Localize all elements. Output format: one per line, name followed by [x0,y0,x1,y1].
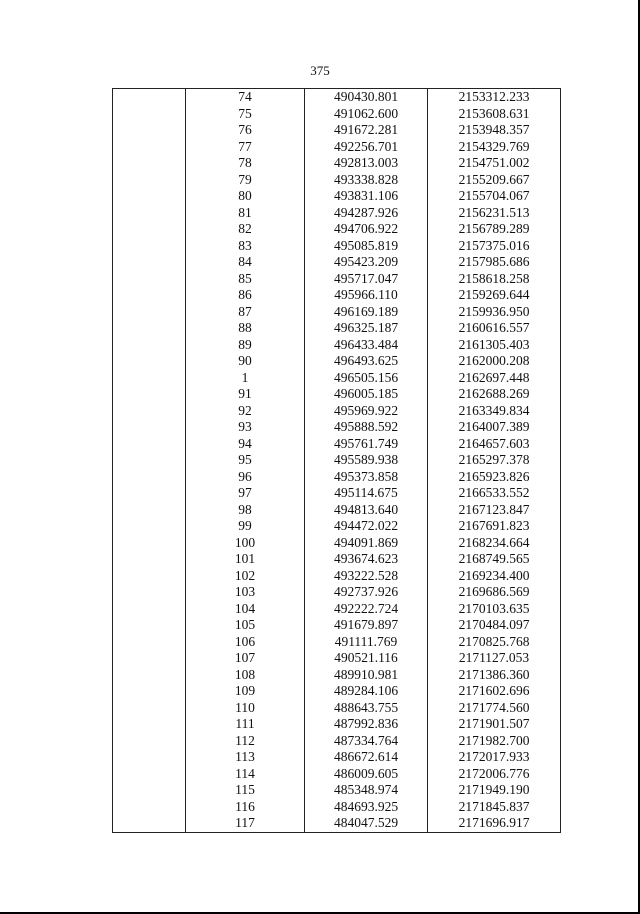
x-coordinate-cell: 495085.819 [305,238,428,255]
y-coordinate-cell: 2157375.016 [428,238,561,255]
x-coordinate-cell: 494472.022 [305,518,428,535]
y-coordinate-cell: 2157985.686 [428,254,561,271]
table-row [113,287,561,304]
table-row [113,749,561,766]
blank-cell [113,304,186,321]
x-coordinate-cell: 492256.701 [305,139,428,156]
y-coordinate-cell: 2170484.097 [428,617,561,634]
y-coordinate-cell: 2163349.834 [428,403,561,420]
y-coordinate-cell: 2160616.557 [428,320,561,337]
blank-cell [113,386,186,403]
x-coordinate-cell: 484047.529 [305,815,428,832]
point-number-cell: 94 [186,436,305,453]
blank-cell [113,799,186,816]
table-row [113,221,561,238]
point-number-cell: 76 [186,122,305,139]
blank-cell [113,749,186,766]
point-number-cell: 96 [186,469,305,486]
x-coordinate-cell: 491111.769 [305,634,428,651]
x-coordinate-cell: 492737.926 [305,584,428,601]
x-coordinate-cell: 495717.047 [305,271,428,288]
x-coordinate-cell: 490521.116 [305,650,428,667]
blank-cell [113,469,186,486]
blank-cell [113,188,186,205]
blank-cell [113,733,186,750]
y-coordinate-cell: 2172017.933 [428,749,561,766]
blank-cell [113,568,186,585]
y-coordinate-cell: 2153608.631 [428,106,561,123]
point-number-cell: 74 [186,89,305,106]
point-number-cell: 88 [186,320,305,337]
blank-cell [113,89,186,106]
blank-cell [113,287,186,304]
table-row [113,172,561,189]
y-coordinate-cell: 2171696.917 [428,815,561,832]
point-number-cell: 75 [186,106,305,123]
blank-cell [113,106,186,123]
point-number-cell: 107 [186,650,305,667]
point-number-cell: 81 [186,205,305,222]
y-coordinate-cell: 2168749.565 [428,551,561,568]
table-row [113,568,561,585]
y-coordinate-cell: 2171949.190 [428,782,561,799]
x-coordinate-cell: 496169.189 [305,304,428,321]
table-row [113,271,561,288]
x-coordinate-cell: 494091.869 [305,535,428,552]
y-coordinate-cell: 2169234.400 [428,568,561,585]
y-coordinate-cell: 2159269.644 [428,287,561,304]
point-number-cell: 111 [186,716,305,733]
point-number-cell: 106 [186,634,305,651]
y-coordinate-cell: 2156231.513 [428,205,561,222]
y-coordinate-cell: 2164657.603 [428,436,561,453]
y-coordinate-cell: 2167123.847 [428,502,561,519]
y-coordinate-cell: 2159936.950 [428,304,561,321]
table-row [113,419,561,436]
x-coordinate-cell: 489284.106 [305,683,428,700]
table-row [113,518,561,535]
x-coordinate-cell: 496505.156 [305,370,428,387]
table-row [113,716,561,733]
y-coordinate-cell: 2165297.378 [428,452,561,469]
y-coordinate-cell: 2164007.389 [428,419,561,436]
coordinates-table [112,88,561,833]
point-number-cell: 95 [186,452,305,469]
y-coordinate-cell: 2162697.448 [428,370,561,387]
point-number-cell: 86 [186,287,305,304]
x-coordinate-cell: 494706.922 [305,221,428,238]
table-row [113,370,561,387]
x-coordinate-cell: 495966.110 [305,287,428,304]
x-coordinate-cell: 493222.528 [305,568,428,585]
y-coordinate-cell: 2165923.826 [428,469,561,486]
y-coordinate-cell: 2154751.002 [428,155,561,172]
blank-cell [113,650,186,667]
point-number-cell: 83 [186,238,305,255]
x-coordinate-cell: 492813.003 [305,155,428,172]
x-coordinate-cell: 495888.592 [305,419,428,436]
point-number-cell: 103 [186,584,305,601]
y-coordinate-cell: 2155209.667 [428,172,561,189]
x-coordinate-cell: 489910.981 [305,667,428,684]
y-coordinate-cell: 2153948.357 [428,122,561,139]
table-row [113,337,561,354]
table-row [113,601,561,618]
point-number-cell: 84 [186,254,305,271]
point-number-cell: 105 [186,617,305,634]
table-row [113,815,561,832]
table-row [113,535,561,552]
table-row [113,155,561,172]
y-coordinate-cell: 2156789.289 [428,221,561,238]
blank-cell [113,535,186,552]
x-coordinate-cell: 485348.974 [305,782,428,799]
table-row [113,89,561,106]
blank-cell [113,485,186,502]
blank-cell [113,601,186,618]
y-coordinate-cell: 2158618.258 [428,271,561,288]
y-coordinate-cell: 2170825.768 [428,634,561,651]
blank-cell [113,502,186,519]
blank-cell [113,452,186,469]
blank-cell [113,815,186,832]
y-coordinate-cell: 2172006.776 [428,766,561,783]
x-coordinate-cell: 486672.614 [305,749,428,766]
table-row [113,254,561,271]
point-number-cell: 117 [186,815,305,832]
point-number-cell: 90 [186,353,305,370]
y-coordinate-cell: 2166533.552 [428,485,561,502]
table-row [113,188,561,205]
table-row [113,667,561,684]
table-row [113,733,561,750]
point-number-cell: 109 [186,683,305,700]
y-coordinate-cell: 2171774.560 [428,700,561,717]
table-row [113,403,561,420]
blank-cell [113,436,186,453]
table-row [113,304,561,321]
blank-cell [113,238,186,255]
y-coordinate-cell: 2161305.403 [428,337,561,354]
y-coordinate-cell: 2171386.360 [428,667,561,684]
table-row [113,452,561,469]
blank-cell [113,122,186,139]
y-coordinate-cell: 2153312.233 [428,89,561,106]
point-number-cell: 114 [186,766,305,783]
page-number: 375 [310,63,330,78]
y-coordinate-cell: 2155704.067 [428,188,561,205]
point-number-cell: 79 [186,172,305,189]
point-number-cell: 91 [186,386,305,403]
point-number-cell: 112 [186,733,305,750]
blank-cell [113,205,186,222]
x-coordinate-cell: 491679.897 [305,617,428,634]
point-number-cell: 102 [186,568,305,585]
table-row [113,502,561,519]
table-row [113,683,561,700]
x-coordinate-cell: 496325.187 [305,320,428,337]
table-row [113,551,561,568]
table-row [113,353,561,370]
x-coordinate-cell: 491062.600 [305,106,428,123]
point-number-cell: 89 [186,337,305,354]
x-coordinate-cell: 495589.938 [305,452,428,469]
point-number-cell: 77 [186,139,305,156]
point-number-cell: 82 [186,221,305,238]
table-row [113,205,561,222]
table-row [113,634,561,651]
table-row [113,799,561,816]
table-row [113,485,561,502]
blank-cell [113,139,186,156]
blank-cell [113,700,186,717]
x-coordinate-cell: 494287.926 [305,205,428,222]
x-coordinate-cell: 496433.484 [305,337,428,354]
blank-cell [113,683,186,700]
table-row [113,617,561,634]
point-number-cell: 85 [186,271,305,288]
point-number-cell: 115 [186,782,305,799]
point-number-cell: 104 [186,601,305,618]
point-number-cell: 98 [186,502,305,519]
table-row [113,469,561,486]
x-coordinate-cell: 493338.828 [305,172,428,189]
x-coordinate-cell: 487992.836 [305,716,428,733]
table-row [113,320,561,337]
y-coordinate-cell: 2171845.837 [428,799,561,816]
point-number-cell: 100 [186,535,305,552]
y-coordinate-cell: 2169686.569 [428,584,561,601]
x-coordinate-cell: 495423.209 [305,254,428,271]
y-coordinate-cell: 2171602.696 [428,683,561,700]
x-coordinate-cell: 493674.623 [305,551,428,568]
x-coordinate-cell: 490430.801 [305,89,428,106]
blank-cell [113,155,186,172]
point-number-cell: 78 [186,155,305,172]
table-row [113,782,561,799]
x-coordinate-cell: 495761.749 [305,436,428,453]
table-row [113,238,561,255]
table-row [113,700,561,717]
table-row [113,584,561,601]
y-coordinate-cell: 2162688.269 [428,386,561,403]
y-coordinate-cell: 2171901.507 [428,716,561,733]
y-coordinate-cell: 2168234.664 [428,535,561,552]
point-number-cell: 93 [186,419,305,436]
blank-cell [113,667,186,684]
point-number-cell: 1 [186,370,305,387]
blank-cell [113,221,186,238]
blank-cell [113,782,186,799]
table-row [113,650,561,667]
point-number-cell: 97 [186,485,305,502]
y-coordinate-cell: 2162000.208 [428,353,561,370]
table-row [113,139,561,156]
table-row [113,766,561,783]
x-coordinate-cell: 488643.755 [305,700,428,717]
x-coordinate-cell: 491672.281 [305,122,428,139]
y-coordinate-cell: 2171982.700 [428,733,561,750]
blank-cell [113,766,186,783]
x-coordinate-cell: 493831.106 [305,188,428,205]
blank-cell [113,403,186,420]
x-coordinate-cell: 484693.925 [305,799,428,816]
point-number-cell: 92 [186,403,305,420]
y-coordinate-cell: 2154329.769 [428,139,561,156]
table-row [113,106,561,123]
x-coordinate-cell: 495373.858 [305,469,428,486]
blank-cell [113,419,186,436]
y-coordinate-cell: 2167691.823 [428,518,561,535]
point-number-cell: 108 [186,667,305,684]
point-number-cell: 110 [186,700,305,717]
coordinates-table-body [113,89,561,833]
blank-cell [113,172,186,189]
point-number-cell: 101 [186,551,305,568]
blank-cell [113,634,186,651]
point-number-cell: 116 [186,799,305,816]
point-number-cell: 99 [186,518,305,535]
blank-cell [113,254,186,271]
x-coordinate-cell: 495969.922 [305,403,428,420]
blank-cell [113,271,186,288]
x-coordinate-cell: 486009.605 [305,766,428,783]
x-coordinate-cell: 495114.675 [305,485,428,502]
table-row [113,386,561,403]
point-number-cell: 87 [186,304,305,321]
table-row [113,436,561,453]
blank-cell [113,551,186,568]
point-number-cell: 113 [186,749,305,766]
x-coordinate-cell: 494813.640 [305,502,428,519]
blank-cell [113,617,186,634]
y-coordinate-cell: 2171127.053 [428,650,561,667]
x-coordinate-cell: 487334.764 [305,733,428,750]
x-coordinate-cell: 496005.185 [305,386,428,403]
blank-cell [113,716,186,733]
blank-cell [113,353,186,370]
blank-cell [113,320,186,337]
blank-cell [113,584,186,601]
point-number-cell: 80 [186,188,305,205]
y-coordinate-cell: 2170103.635 [428,601,561,618]
blank-cell [113,518,186,535]
x-coordinate-cell: 496493.625 [305,353,428,370]
x-coordinate-cell: 492222.724 [305,601,428,618]
blank-cell [113,370,186,387]
blank-cell [113,337,186,354]
table-row [113,122,561,139]
